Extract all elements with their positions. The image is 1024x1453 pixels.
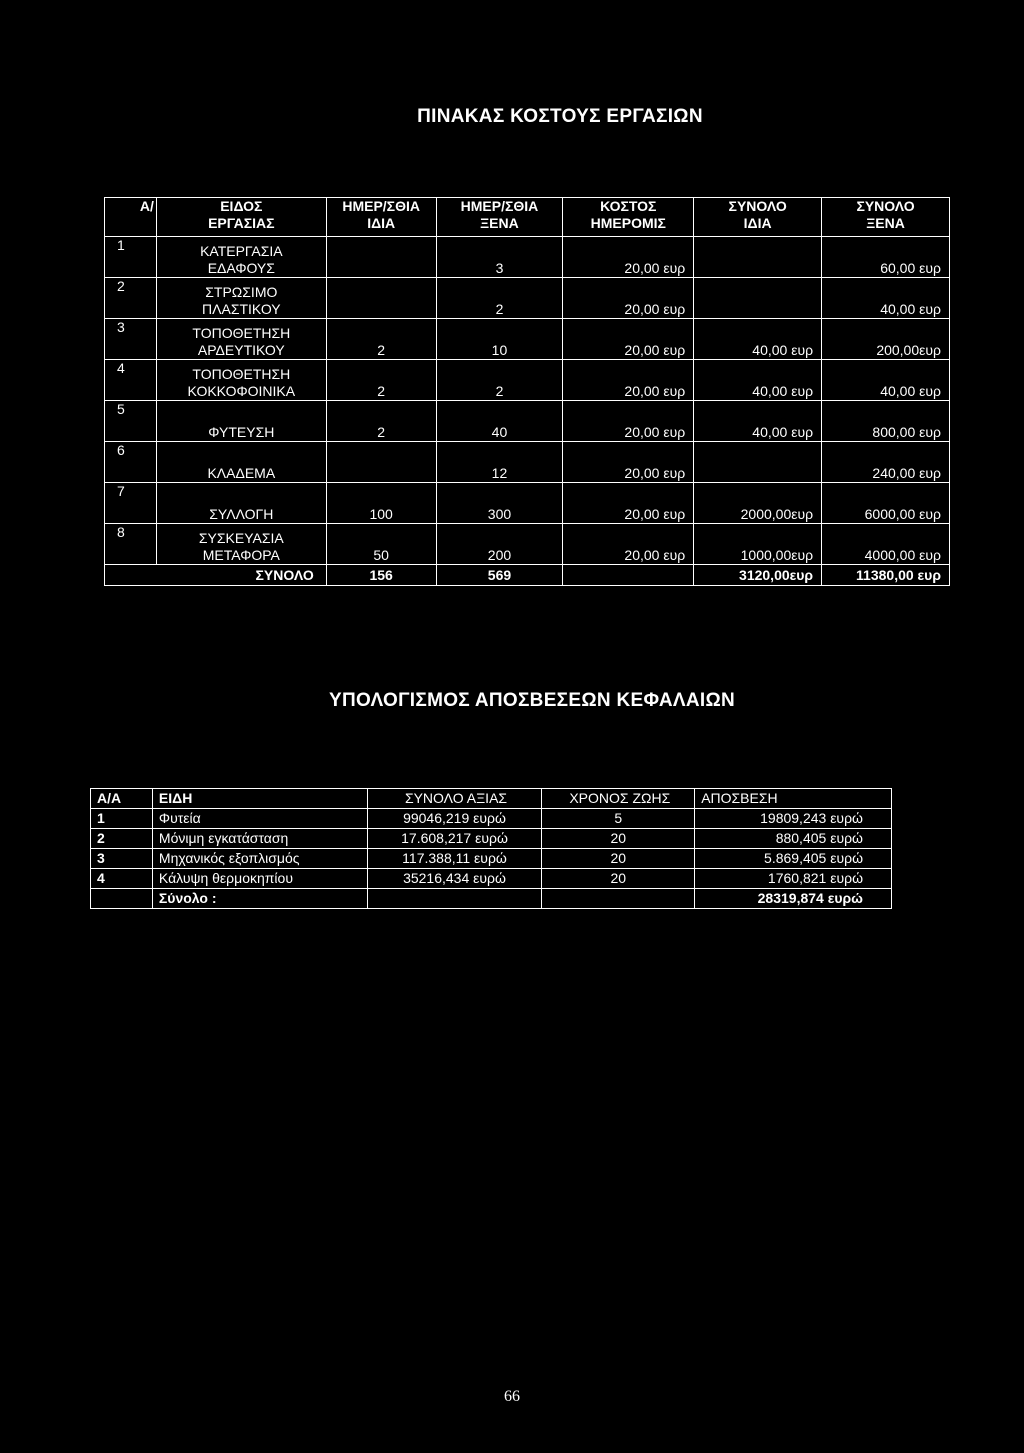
daily-cost-cell: 20,00 ευρ (563, 524, 694, 565)
work-name: ΣΥΛΛΟΓΗ (156, 483, 326, 524)
total-hired-cell: 40,00 ευρ (822, 278, 950, 319)
column-header-total-own: ΣΥΝΟΛΟ ΙΔΙΑ (694, 198, 822, 237)
cost-table-title: ΠΙΝΑΚΑΣ ΚΟΣΤΟΥΣ ΕΡΓΑΣΙΩΝ (417, 106, 703, 127)
column-header-aa: Α/ (105, 198, 157, 237)
column-header-days-own: ΗΜΕΡ/ΣΘΙΑ ΙΔΙΑ (326, 198, 436, 237)
daily-cost-cell: 20,00 ευρ (563, 442, 694, 483)
total-hired-cell: 800,00 ευρ (822, 401, 950, 442)
days-hired-cell: 3 (436, 237, 563, 278)
total-own-cell (694, 237, 822, 278)
days-hired-cell: 200 (436, 524, 563, 565)
asset-value: 99046,219 ευρώ (367, 809, 542, 829)
row-number: 1 (91, 809, 153, 829)
table-row (91, 849, 892, 869)
asset-lifetime: 20 (542, 869, 695, 889)
column-header-daily-cost: ΚΟΣΤΟΣ ΗΜΕΡΟΜΙΣ (563, 198, 694, 237)
asset-value: 35216,434 ευρώ (367, 869, 542, 889)
work-name: ΣΥΣΚΕΥΑΣΙΑ ΜΕΤΑΦΟΡΑ (156, 524, 326, 565)
days-hired-cell: 10 (436, 319, 563, 360)
total-hired-cell: 6000,00 ευρ (822, 483, 950, 524)
asset-value: 17.608,217 ευρώ (367, 829, 542, 849)
asset-depreciation: 19809,243 ευρώ (695, 809, 892, 829)
table-total-row (91, 889, 892, 909)
total-depreciation: 28319,874 ευρώ (695, 889, 892, 909)
days-hired-cell: 12 (436, 442, 563, 483)
days-own-cell: 2 (326, 360, 436, 401)
table-row (105, 278, 950, 319)
asset-kind: Μόνιμη εγκατάσταση (152, 829, 367, 849)
work-name: ΤΟΠΟΘΕΤΗΣΗ ΚΟΚΚΟΦΟΙΝΙΚΑ (156, 360, 326, 401)
total-hired-cell: 4000,00 ευρ (822, 524, 950, 565)
work-name: ΤΟΠΟΘΕΤΗΣΗ ΑΡΔΕΥΤΙΚΟΥ (156, 319, 326, 360)
total-own-cell: 40,00 ευρ (694, 319, 822, 360)
column-header-total-hired: ΣΥΝΟΛΟ ΞΕΝΑ (822, 198, 950, 237)
row-number: 5 (105, 401, 157, 442)
total-hired-cell: 40,00 ευρ (822, 360, 950, 401)
daily-cost-cell: 20,00 ευρ (563, 401, 694, 442)
table-row (105, 442, 950, 483)
row-number: 7 (105, 483, 157, 524)
work-cost-table (104, 197, 950, 586)
column-header-total-value: ΣΥΝΟΛΟ ΑΞΙΑΣ (367, 789, 542, 809)
table-row (105, 401, 950, 442)
asset-depreciation: 880,405 ευρώ (695, 829, 892, 849)
daily-cost-cell: 20,00 ευρ (563, 483, 694, 524)
total-own-cell: 1000,00ευρ (694, 524, 822, 565)
row-number: 4 (91, 869, 153, 889)
total-own-cell: 2000,00ευρ (694, 483, 822, 524)
table-row (91, 809, 892, 829)
row-number: 3 (91, 849, 153, 869)
asset-kind: Κάλυψη θερμοκηπίου (152, 869, 367, 889)
days-own-cell (326, 278, 436, 319)
table-row (105, 360, 950, 401)
total-own-cell (694, 278, 822, 319)
days-hired-cell: 2 (436, 278, 563, 319)
days-own-cell: 100 (326, 483, 436, 524)
page-number: 66 (504, 1388, 520, 1405)
column-header-lifetime: ΧΡΟΝΟΣ ΖΩΗΣ (542, 789, 695, 809)
empty-cell (542, 889, 695, 909)
daily-cost-cell: 20,00 ευρ (563, 278, 694, 319)
row-number: 6 (105, 442, 157, 483)
table-row (105, 319, 950, 360)
total-own-cell (694, 442, 822, 483)
daily-cost-cell: 20,00 ευρ (563, 319, 694, 360)
asset-depreciation: 1760,821 ευρώ (695, 869, 892, 889)
days-hired-cell: 300 (436, 483, 563, 524)
table-row (105, 237, 950, 278)
asset-depreciation: 5.869,405 ευρώ (695, 849, 892, 869)
column-header-days-hired: ΗΜΕΡ/ΣΘΙΑ ΞΕΝΑ (436, 198, 563, 237)
empty-cell (91, 889, 153, 909)
column-header-depreciation: ΑΠΟΣΒΕΣΗ (695, 789, 892, 809)
column-header-aa: Α/Α (91, 789, 153, 809)
asset-lifetime: 20 (542, 849, 695, 869)
table-row (91, 869, 892, 889)
days-own-cell: 2 (326, 319, 436, 360)
work-name: ΦΥΤΕΥΣΗ (156, 401, 326, 442)
column-header-kind: ΕΙΔΗ (152, 789, 367, 809)
daily-cost-cell: 20,00 ευρ (563, 237, 694, 278)
row-number: 8 (105, 524, 157, 565)
asset-kind: Μηχανικός εξοπλισμός (152, 849, 367, 869)
column-header-work-kind: ΕΙΔΟΣ ΕΡΓΑΣΙΑΣ (156, 198, 326, 237)
days-hired-cell: 2 (436, 360, 563, 401)
days-own-cell (326, 442, 436, 483)
capital-depreciation-table (90, 788, 892, 909)
total-label: ΣΥΝΟΛΟ (105, 565, 327, 586)
daily-cost-cell: 20,00 ευρ (563, 360, 694, 401)
total-days-hired: 569 (436, 565, 563, 586)
days-own-cell: 50 (326, 524, 436, 565)
total-hired-cell: 200,00ευρ (822, 319, 950, 360)
depreciation-table-title: ΥΠΟΛΟΓΙΣΜΟΣ ΑΠΟΣΒΕΣΕΩΝ ΚΕΦΑΛΑΙΩΝ (328, 690, 736, 711)
days-hired-cell: 40 (436, 401, 563, 442)
work-name: ΚΑΤΕΡΓΑΣΙΑ ΕΔΑΦΟΥΣ (156, 237, 326, 278)
work-name: ΚΛΑΔΕΜΑ (156, 442, 326, 483)
asset-lifetime: 5 (542, 809, 695, 829)
days-own-cell: 2 (326, 401, 436, 442)
total-daily-cost (563, 565, 694, 586)
row-number: 2 (91, 829, 153, 849)
row-number: 2 (105, 278, 157, 319)
asset-value: 117.388,11 ευρώ (367, 849, 542, 869)
table-total-row (105, 565, 950, 586)
days-own-cell (326, 237, 436, 278)
table-row (105, 483, 950, 524)
asset-lifetime: 20 (542, 829, 695, 849)
total-own-cell: 40,00 ευρ (694, 360, 822, 401)
total-sum-hired: 11380,00 ευρ (822, 565, 950, 586)
asset-kind: Φυτεία (152, 809, 367, 829)
table-row (105, 524, 950, 565)
row-number: 4 (105, 360, 157, 401)
total-hired-cell: 240,00 ευρ (822, 442, 950, 483)
total-hired-cell: 60,00 ευρ (822, 237, 950, 278)
table-header-row (105, 198, 950, 237)
row-number: 3 (105, 319, 157, 360)
empty-cell (367, 889, 542, 909)
total-sum-own: 3120,00ευρ (694, 565, 822, 586)
work-name: ΣΤΡΩΣΙΜΟ ΠΛΑΣΤΙΚΟΥ (156, 278, 326, 319)
table-header-row (91, 789, 892, 809)
row-number: 1 (105, 237, 157, 278)
total-label: Σύνολο : (152, 889, 367, 909)
table-row (91, 829, 892, 849)
total-days-own: 156 (326, 565, 436, 586)
total-own-cell: 40,00 ευρ (694, 401, 822, 442)
